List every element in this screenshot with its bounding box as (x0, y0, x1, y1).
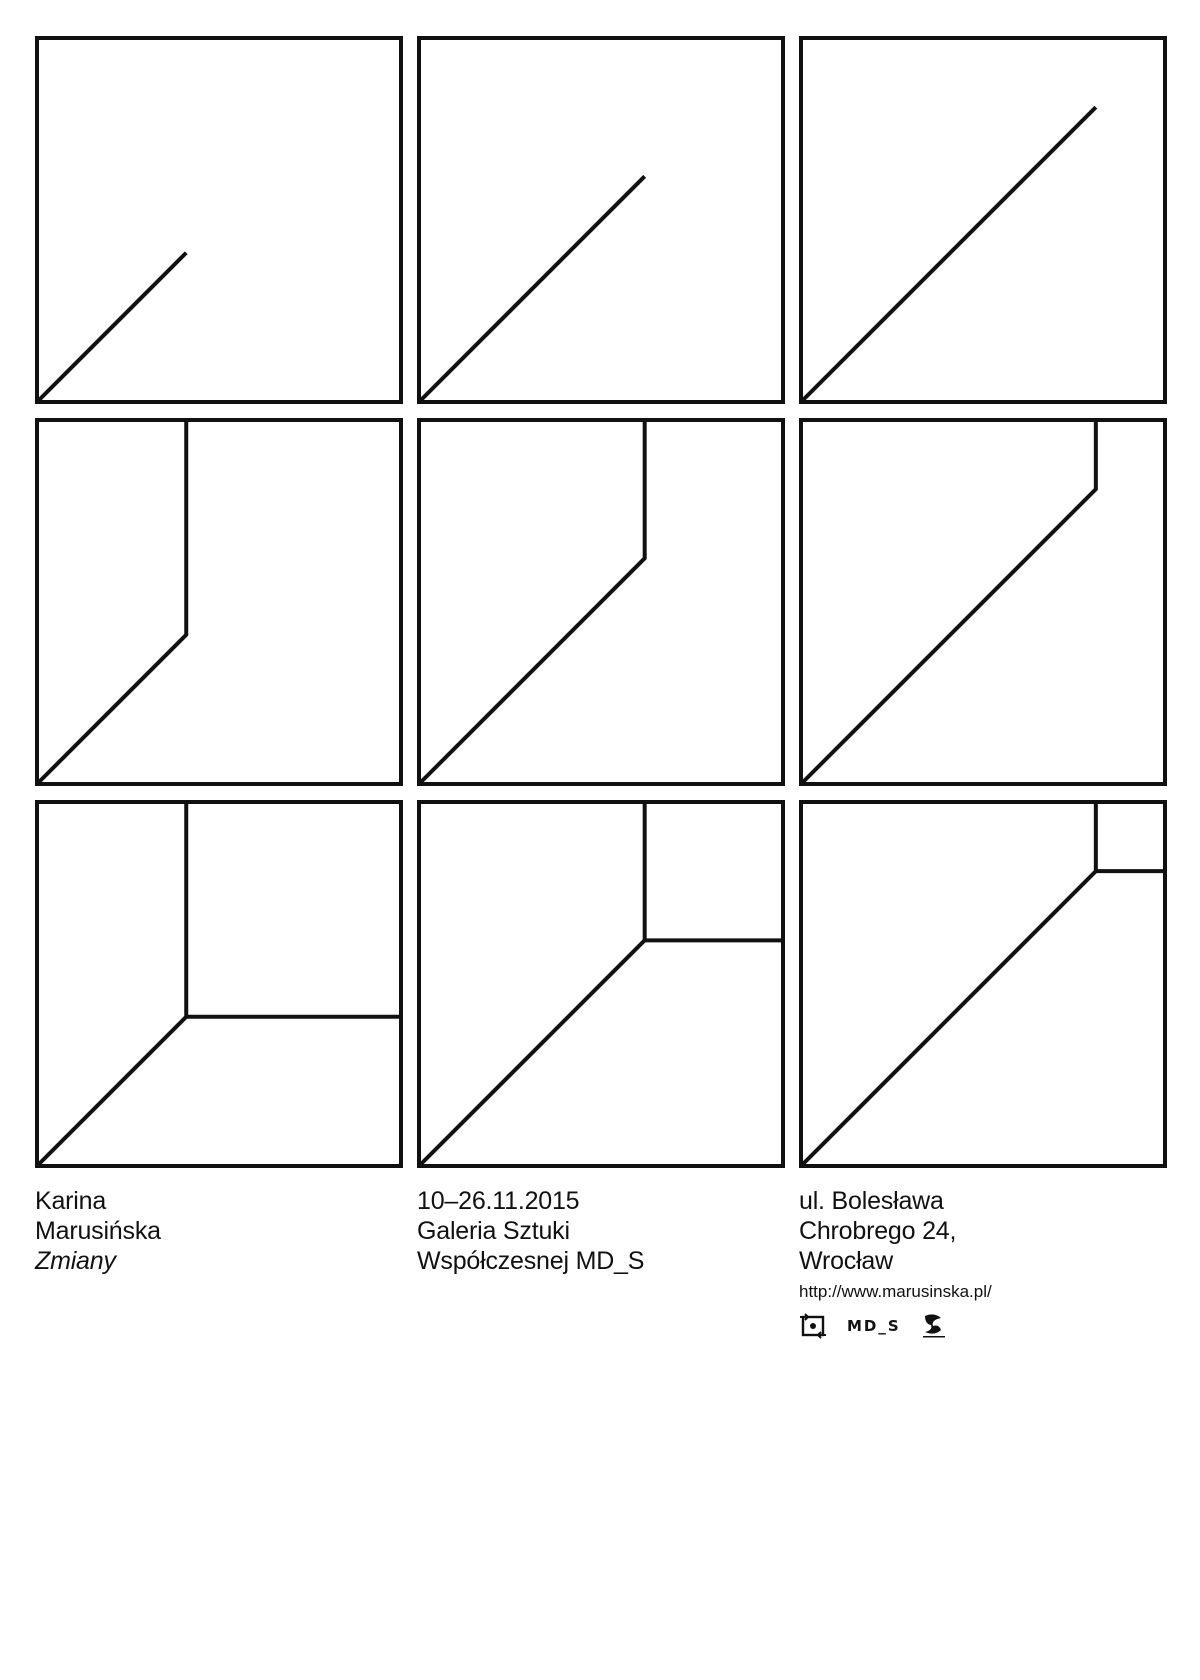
artist-first-name: Karina (35, 1187, 107, 1215)
panel-line (801, 107, 1096, 402)
date-venue-block (417, 1186, 644, 1276)
website-link[interactable]: http://www.marusinska.pl/ (799, 1282, 992, 1301)
panel-line (419, 176, 645, 402)
exhibition-dates: 10–26.11.2015 (417, 1187, 580, 1215)
address-line-2: Chrobrego 24, (799, 1217, 957, 1245)
city-emblem-logo-icon (921, 1312, 947, 1340)
panel-2-3 (801, 420, 1165, 784)
exhibition-title: Zmiany (35, 1247, 116, 1275)
panel-2-1 (37, 420, 401, 784)
panel-line (37, 420, 186, 784)
panel-1-1 (37, 38, 401, 402)
sponsor-logos (799, 1312, 947, 1340)
venue-line-2: Współczesnej MD_S (417, 1247, 645, 1275)
panel-line (801, 420, 1096, 784)
address-block (799, 1186, 956, 1276)
panel-line (419, 420, 645, 784)
panel-line (801, 802, 1096, 1166)
panel-line (419, 802, 645, 1166)
mds-logo: MD_S (847, 1317, 901, 1335)
panel-1-3 (801, 38, 1165, 402)
address-line-1: ul. Bolesława (799, 1187, 944, 1215)
panel-3-3 (801, 802, 1165, 1166)
frame-arrows-logo-icon (799, 1312, 827, 1340)
panel-line (37, 253, 186, 402)
artist-last-name: Marusińska (35, 1217, 161, 1245)
panel-2-2 (419, 420, 783, 784)
panel-3-1 (37, 802, 401, 1166)
panel-3-2 (419, 802, 783, 1166)
venue-line-1: Galeria Sztuki (417, 1217, 570, 1245)
artist-block (35, 1186, 161, 1276)
panel-line (37, 802, 186, 1166)
address-line-3: Wrocław (799, 1247, 893, 1275)
panel-1-2 (419, 38, 783, 402)
